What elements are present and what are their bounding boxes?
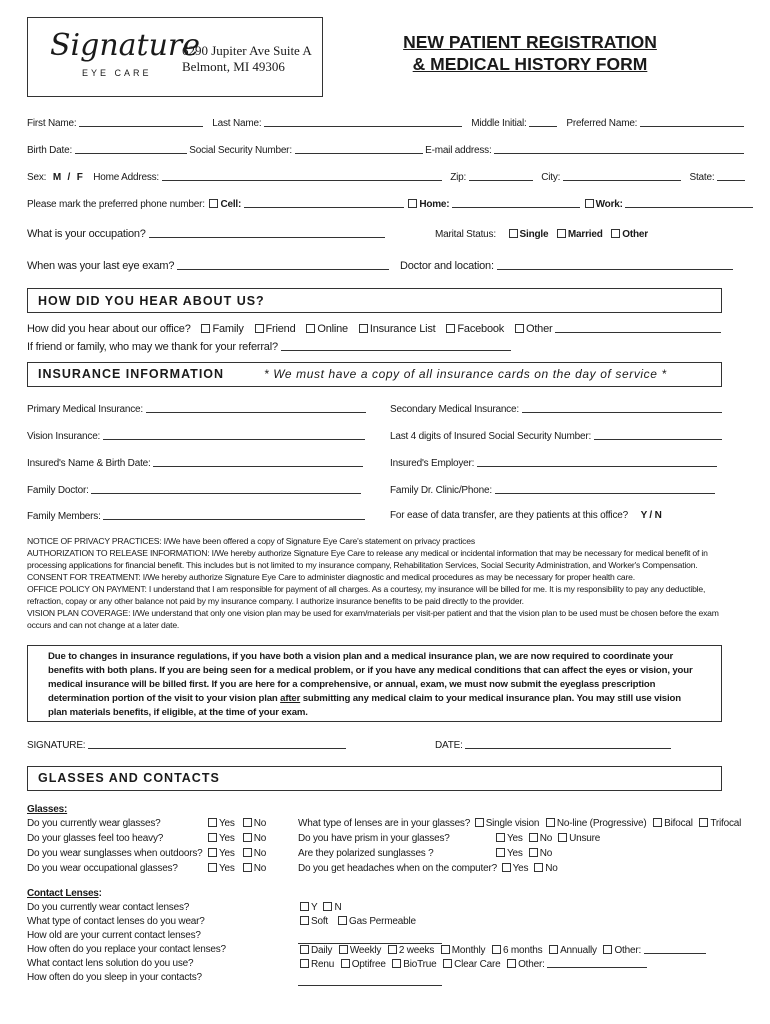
six-months-checkbox[interactable]	[492, 945, 501, 954]
family-clinic-field[interactable]	[495, 484, 715, 494]
row-insured-name	[27, 457, 363, 469]
bifocal-label: Bifocal	[664, 818, 693, 829]
single-checkbox[interactable]	[509, 229, 518, 238]
progressive-checkbox[interactable]	[546, 818, 555, 827]
glasses-a4-yes-checkbox[interactable]	[208, 863, 217, 872]
contacts-q1: Do you currently wear contact lenses?	[27, 902, 190, 913]
row-address	[27, 171, 745, 183]
vision-insurance-label: Vision Insurance:	[27, 431, 101, 442]
primary-insurance-field[interactable]	[146, 403, 366, 413]
biotrue-checkbox[interactable]	[392, 959, 401, 968]
polarized-no-checkbox[interactable]	[529, 848, 538, 857]
cell-label: Cell:	[220, 199, 242, 210]
policy-line-6: refraction, copay or any other balance not paid by my insurance company. I authorize insurance benefits to be paid directly to the provider.	[27, 596, 524, 606]
last-name-field[interactable]	[264, 117, 462, 127]
cell-checkbox[interactable]	[209, 199, 218, 208]
family-label: Family	[212, 323, 244, 335]
form-title-line1: NEW PATIENT REGISTRATION	[403, 32, 657, 52]
middle-initial-label: Middle Initial:	[471, 118, 527, 129]
row-family-doctor	[27, 484, 361, 496]
friend-label: Friend	[265, 323, 296, 335]
annually-label: Annually	[560, 945, 597, 956]
single-vision-checkbox[interactable]	[475, 818, 484, 827]
glasses-a1-no-checkbox[interactable]	[243, 818, 252, 827]
policy-line-2: AUTHORIZATION TO RELEASE INFORMATION: I/We hereby authorize Signature Eye Care to release any medical or incidental information that may be necessary for medical benefit of in	[27, 548, 708, 558]
row-primary-insurance	[27, 403, 366, 415]
contacts-a5	[298, 958, 647, 970]
annually-checkbox[interactable]	[549, 945, 558, 954]
notice-line-2: benefits with both plans. If you are being seen for a medical problem, or if you have any medical conditions that can affect the eyes or vision, your	[48, 665, 693, 676]
notice-line-1: Due to changes in insurance regulations, if you have both a vision plan and a medical insurance plan, we are now required to coordinate your	[48, 651, 674, 662]
other-checkbox[interactable]	[611, 229, 620, 238]
single-vision-label: Single vision	[485, 818, 540, 829]
weekly-checkbox[interactable]	[339, 945, 348, 954]
two-weeks-checkbox[interactable]	[388, 945, 397, 954]
daily-label: Daily	[311, 945, 333, 956]
policy-line-1: NOTICE OF PRIVACY PRACTICES: I/We have been offered a copy of Signature Eye Care's statement on privacy practices	[27, 536, 475, 546]
last-exam-label: When was your last eye exam?	[27, 260, 175, 272]
signature-field[interactable]	[88, 739, 346, 749]
occupation-field[interactable]	[149, 228, 385, 238]
glasses-q1: Do you currently wear glasses?	[27, 818, 161, 829]
sex-slash: /	[67, 172, 71, 183]
headaches-yes-checkbox[interactable]	[502, 863, 511, 872]
weekly-label: Weekly	[349, 945, 382, 956]
notice-line-4a: determination portion of the visit to your vision plan	[48, 693, 281, 704]
insurance-title: INSURANCE INFORMATION	[38, 367, 225, 381]
friend-checkbox[interactable]	[255, 324, 264, 333]
yes-label: Yes	[219, 863, 235, 874]
ssn-label: Social Security Number:	[189, 145, 292, 156]
yes-label: Yes	[219, 848, 235, 859]
glasses-a2-no-checkbox[interactable]	[243, 833, 252, 842]
row-vision-insurance	[27, 430, 365, 442]
first-name-label: First Name:	[27, 118, 77, 129]
gas-permeable-checkbox[interactable]	[338, 916, 347, 925]
daily-checkbox[interactable]	[300, 945, 309, 954]
glasses-r1	[298, 818, 741, 829]
no-label: No	[253, 818, 267, 829]
insured-employer-label: Insured's Employer:	[390, 458, 475, 469]
glasses-q2: Do your glasses feel too heavy?	[27, 833, 164, 844]
lens-type-question: What type of lenses are in your glasses?	[298, 818, 471, 829]
prism-answers	[494, 833, 600, 844]
trifocal-label: Trifocal	[710, 818, 742, 829]
row-date	[435, 739, 671, 751]
monthly-checkbox[interactable]	[441, 945, 450, 954]
row-insured-employer	[390, 457, 717, 469]
middle-initial-field[interactable]	[529, 117, 557, 127]
last4-label: Last 4 digits of Insured Social Security Number:	[390, 431, 592, 442]
policy-line-5: OFFICE POLICY ON PAYMENT: I understand that I am responsible for payment of all charges. As a courtesy, my insurance will be billed for me. It is my responsibility to pay any deductible,	[27, 584, 706, 594]
unsure-label: Unsure	[569, 833, 601, 844]
insurance-notice: * We must have a copy of all insurance cards on the day of service *	[264, 367, 667, 381]
contacts-heading: Contact Lenses:	[27, 888, 102, 899]
married-checkbox[interactable]	[557, 229, 566, 238]
contacts-q6: How often do you sleep in your contacts?	[27, 972, 202, 983]
sex-f[interactable]: F	[76, 172, 83, 183]
six-months-label: 6 months	[502, 945, 543, 956]
glasses-a2	[206, 833, 266, 844]
glasses-a4-no-checkbox[interactable]	[243, 863, 252, 872]
other-label: Other	[622, 229, 648, 240]
glasses-a1	[206, 818, 266, 829]
birth-date-field[interactable]	[75, 144, 187, 154]
home-phone-field[interactable]	[452, 198, 580, 208]
glasses-heading: Glasses:	[27, 804, 68, 815]
city-field[interactable]	[563, 171, 681, 181]
date-label: DATE:	[435, 740, 463, 751]
phone-prompt: Please mark the preferred phone number:	[27, 199, 205, 210]
married-label: Married	[567, 229, 603, 240]
yes-label: Yes	[219, 833, 235, 844]
glasses-a3	[206, 848, 266, 859]
clear-care-label: Clear Care	[454, 959, 501, 970]
no-label: No	[539, 833, 553, 844]
row-how-heard	[27, 323, 721, 335]
contacts-no-checkbox[interactable]	[323, 902, 332, 911]
zip-field[interactable]	[469, 171, 533, 181]
glasses-a2-yes-checkbox[interactable]	[208, 833, 217, 842]
home-address-field[interactable]	[162, 171, 442, 181]
how-heard-question: How did you hear about our office?	[27, 323, 191, 335]
yes-label: Yes	[507, 848, 523, 859]
policy-line-4: CONSENT FOR TREATMENT: I/We hereby authorize Signature Eye Care to administer diagnostic and medical procedures as may be necessary for proper health care.	[27, 572, 635, 582]
doctor-location-label: Doctor and location:	[400, 260, 494, 272]
row-secondary-insurance	[390, 403, 722, 415]
vision-insurance-field[interactable]	[103, 430, 365, 440]
gas-permeable-label: Gas Permeable	[349, 916, 416, 927]
how-heard-title: HOW DID YOU HEAR ABOUT US?	[38, 294, 265, 308]
progressive-label: No-line (Progressive)	[556, 818, 647, 829]
other-source-label: Other	[525, 323, 553, 335]
solution-other-label: Other:	[518, 959, 545, 970]
family-clinic-label: Family Dr. Clinic/Phone:	[390, 485, 492, 496]
headaches-row	[298, 863, 558, 874]
contacts-yes-checkbox[interactable]	[300, 902, 309, 911]
contacts-sleep-field[interactable]	[298, 972, 442, 990]
first-name-field[interactable]	[79, 117, 203, 127]
contacts-q2: What type of contact lenses do you wear?	[27, 916, 205, 927]
row-data-transfer	[390, 510, 662, 521]
replace-other-label: Other:	[614, 945, 642, 956]
row-last4	[390, 430, 722, 442]
last-name-label: Last Name:	[212, 118, 262, 129]
signature-label: SIGNATURE:	[27, 740, 86, 751]
replace-other-checkbox[interactable]	[603, 945, 612, 954]
referral-label: If friend or family, who may we thank for your referral?	[27, 341, 278, 353]
row-doctor	[400, 260, 733, 272]
address-line2: Belmont, MI 49306	[182, 59, 285, 74]
policy-line-8: occurs and can not change at a later date.	[27, 620, 180, 630]
family-doctor-label: Family Doctor:	[27, 485, 89, 496]
insured-name-label: Insured's Name & Birth Date:	[27, 458, 151, 469]
family-members-label: Family Members:	[27, 511, 101, 522]
cell-field[interactable]	[244, 198, 404, 208]
headaches-question: Do you get headaches when on the computer?	[298, 863, 497, 874]
sex-label: Sex:	[27, 172, 47, 183]
no-label: No	[545, 863, 558, 874]
row-marital	[435, 229, 648, 240]
glasses-a3-yes-checkbox[interactable]	[208, 848, 217, 857]
row-last-exam	[27, 260, 389, 272]
email-label: E-mail address:	[425, 145, 492, 156]
notice-line-5: plan materials benefits, if eligible, at the time of your exam.	[48, 707, 308, 718]
referral-field[interactable]	[281, 341, 511, 351]
biotrue-label: BioTrue	[403, 959, 437, 970]
contacts-a1	[298, 902, 342, 913]
replace-other-field[interactable]	[644, 944, 706, 954]
row-signature	[27, 739, 346, 751]
prism-unsure-checkbox[interactable]	[558, 833, 567, 842]
solution-other-checkbox[interactable]	[507, 959, 516, 968]
bifocal-checkbox[interactable]	[653, 818, 662, 827]
preferred-name-field[interactable]	[640, 117, 744, 127]
sex-m[interactable]: M	[52, 172, 61, 183]
row-family-clinic	[390, 484, 715, 496]
notice-line-3: medical insurance will be billed first. If you are here for a comprehensive, or annual, exam, we must now submit the eyeglass prescription	[48, 679, 656, 690]
row-names	[27, 117, 744, 129]
monthly-label: Monthly	[451, 945, 486, 956]
polarized-question: Are they polarized sunglasses ?	[298, 848, 434, 859]
soft-checkbox[interactable]	[300, 916, 309, 925]
row-phone	[27, 198, 753, 210]
form-title-line2: & MEDICAL HISTORY FORM	[412, 54, 648, 74]
marital-label: Marital Status:	[435, 229, 496, 240]
contacts-q3: How old are your current contact lenses?	[27, 930, 201, 941]
two-weeks-label: 2 weeks	[398, 945, 435, 956]
primary-insurance-label: Primary Medical Insurance:	[27, 404, 143, 415]
last-exam-field[interactable]	[177, 260, 389, 270]
row-family-members	[27, 510, 365, 522]
zip-label: Zip:	[450, 172, 467, 183]
other-source-checkbox[interactable]	[515, 324, 524, 333]
state-label: State:	[689, 172, 715, 183]
glasses-q3: Do you wear sunglasses when outdoors?	[27, 848, 203, 859]
insurance-list-label: Insurance List	[369, 323, 436, 335]
notice-line-4c: submitting any medical claim to your medical insurance plan. You may still use vision	[300, 693, 681, 704]
no-label: No	[253, 833, 267, 844]
home-address-label: Home Address:	[93, 172, 160, 183]
online-checkbox[interactable]	[306, 324, 315, 333]
family-members-field[interactable]	[103, 510, 365, 520]
single-label: Single	[519, 229, 549, 240]
polarized-answers	[494, 848, 552, 859]
renu-label: Renu	[311, 959, 335, 970]
yes-label: Yes	[507, 833, 523, 844]
secondary-insurance-label: Secondary Medical Insurance:	[390, 404, 519, 415]
optifree-checkbox[interactable]	[341, 959, 350, 968]
occupation-label: What is your occupation?	[27, 228, 146, 240]
contacts-y-label: Y	[311, 902, 318, 913]
contacts-q5: What contact lens solution do you use?	[27, 958, 194, 969]
prism-question: Do you have prism in your glasses?	[298, 833, 450, 844]
optifree-label: Optifree	[351, 959, 386, 970]
policy-line-3: processing applications for financial benefit. This includes but is not limited to my insurance company, Rehabilitation Services, Social Security Administration, and Worker's Compensation.	[27, 560, 698, 570]
family-doctor-field[interactable]	[91, 484, 361, 494]
birth-date-label: Birth Date:	[27, 145, 73, 156]
other-source-field[interactable]	[555, 323, 721, 333]
notice-line-4	[48, 693, 681, 704]
contacts-q4: How often do you replace your contact lenses?	[27, 944, 226, 955]
prism-no-checkbox[interactable]	[529, 833, 538, 842]
yes-label: Yes	[512, 863, 529, 874]
state-field[interactable]	[717, 171, 745, 181]
glasses-a1-yes-checkbox[interactable]	[208, 818, 217, 827]
insured-name-field[interactable]	[153, 457, 363, 467]
address-line1: 6290 Jupiter Ave Suite A	[182, 43, 312, 58]
glasses-a3-no-checkbox[interactable]	[243, 848, 252, 857]
no-label: No	[539, 848, 553, 859]
logo-name: Signature	[50, 28, 201, 63]
city-label: City:	[541, 172, 561, 183]
facebook-label: Facebook	[457, 323, 505, 335]
date-field[interactable]	[465, 739, 671, 749]
contacts-n-label: N	[334, 902, 342, 913]
yes-label: Yes	[219, 818, 235, 829]
last4-field[interactable]	[594, 430, 722, 440]
clear-care-checkbox[interactable]	[443, 959, 452, 968]
ssn-field[interactable]	[295, 144, 423, 154]
logo-sub: EYE CARE	[82, 68, 152, 78]
glasses-section-title: GLASSES AND CONTACTS	[38, 771, 220, 785]
contacts-a4	[298, 944, 706, 956]
family-checkbox[interactable]	[201, 324, 210, 333]
headaches-no-checkbox[interactable]	[534, 863, 543, 872]
contacts-a2	[298, 916, 416, 927]
home-checkbox[interactable]	[408, 199, 417, 208]
solution-other-field[interactable]	[547, 958, 647, 968]
renu-checkbox[interactable]	[300, 959, 309, 968]
row-birth	[27, 144, 744, 156]
data-transfer-yn[interactable]: Y / N	[640, 510, 662, 521]
row-referral	[27, 341, 511, 353]
online-label: Online	[317, 323, 348, 335]
work-phone-field[interactable]	[625, 198, 753, 208]
glasses-q4: Do you wear occupational glasses?	[27, 863, 178, 874]
soft-label: Soft	[311, 916, 328, 927]
email-field[interactable]	[494, 144, 744, 154]
doctor-location-field[interactable]	[497, 260, 733, 270]
facebook-checkbox[interactable]	[446, 324, 455, 333]
work-label: Work:	[595, 199, 623, 210]
work-checkbox[interactable]	[585, 199, 594, 208]
policy-line-7: VISION PLAN COVERAGE: I/We understand that only one vision plan may be used for exam/materials per visit-per patient and that the vision plan to be used must be chosen before the exam	[27, 608, 719, 618]
secondary-insurance-field[interactable]	[522, 403, 722, 413]
no-label: No	[253, 848, 267, 859]
row-occupation	[27, 228, 385, 240]
polarized-yes-checkbox[interactable]	[496, 848, 505, 857]
insurance-list-checkbox[interactable]	[359, 324, 368, 333]
trifocal-checkbox[interactable]	[699, 818, 708, 827]
prism-yes-checkbox[interactable]	[496, 833, 505, 842]
data-transfer-label: For ease of data transfer, are they patients at this office?	[390, 510, 628, 521]
glasses-a4	[206, 863, 266, 874]
home-label: Home:	[419, 199, 450, 210]
insured-employer-field[interactable]	[477, 457, 717, 467]
notice-after: after	[280, 693, 301, 704]
no-label: No	[253, 863, 267, 874]
preferred-name-label: Preferred Name:	[566, 118, 638, 129]
